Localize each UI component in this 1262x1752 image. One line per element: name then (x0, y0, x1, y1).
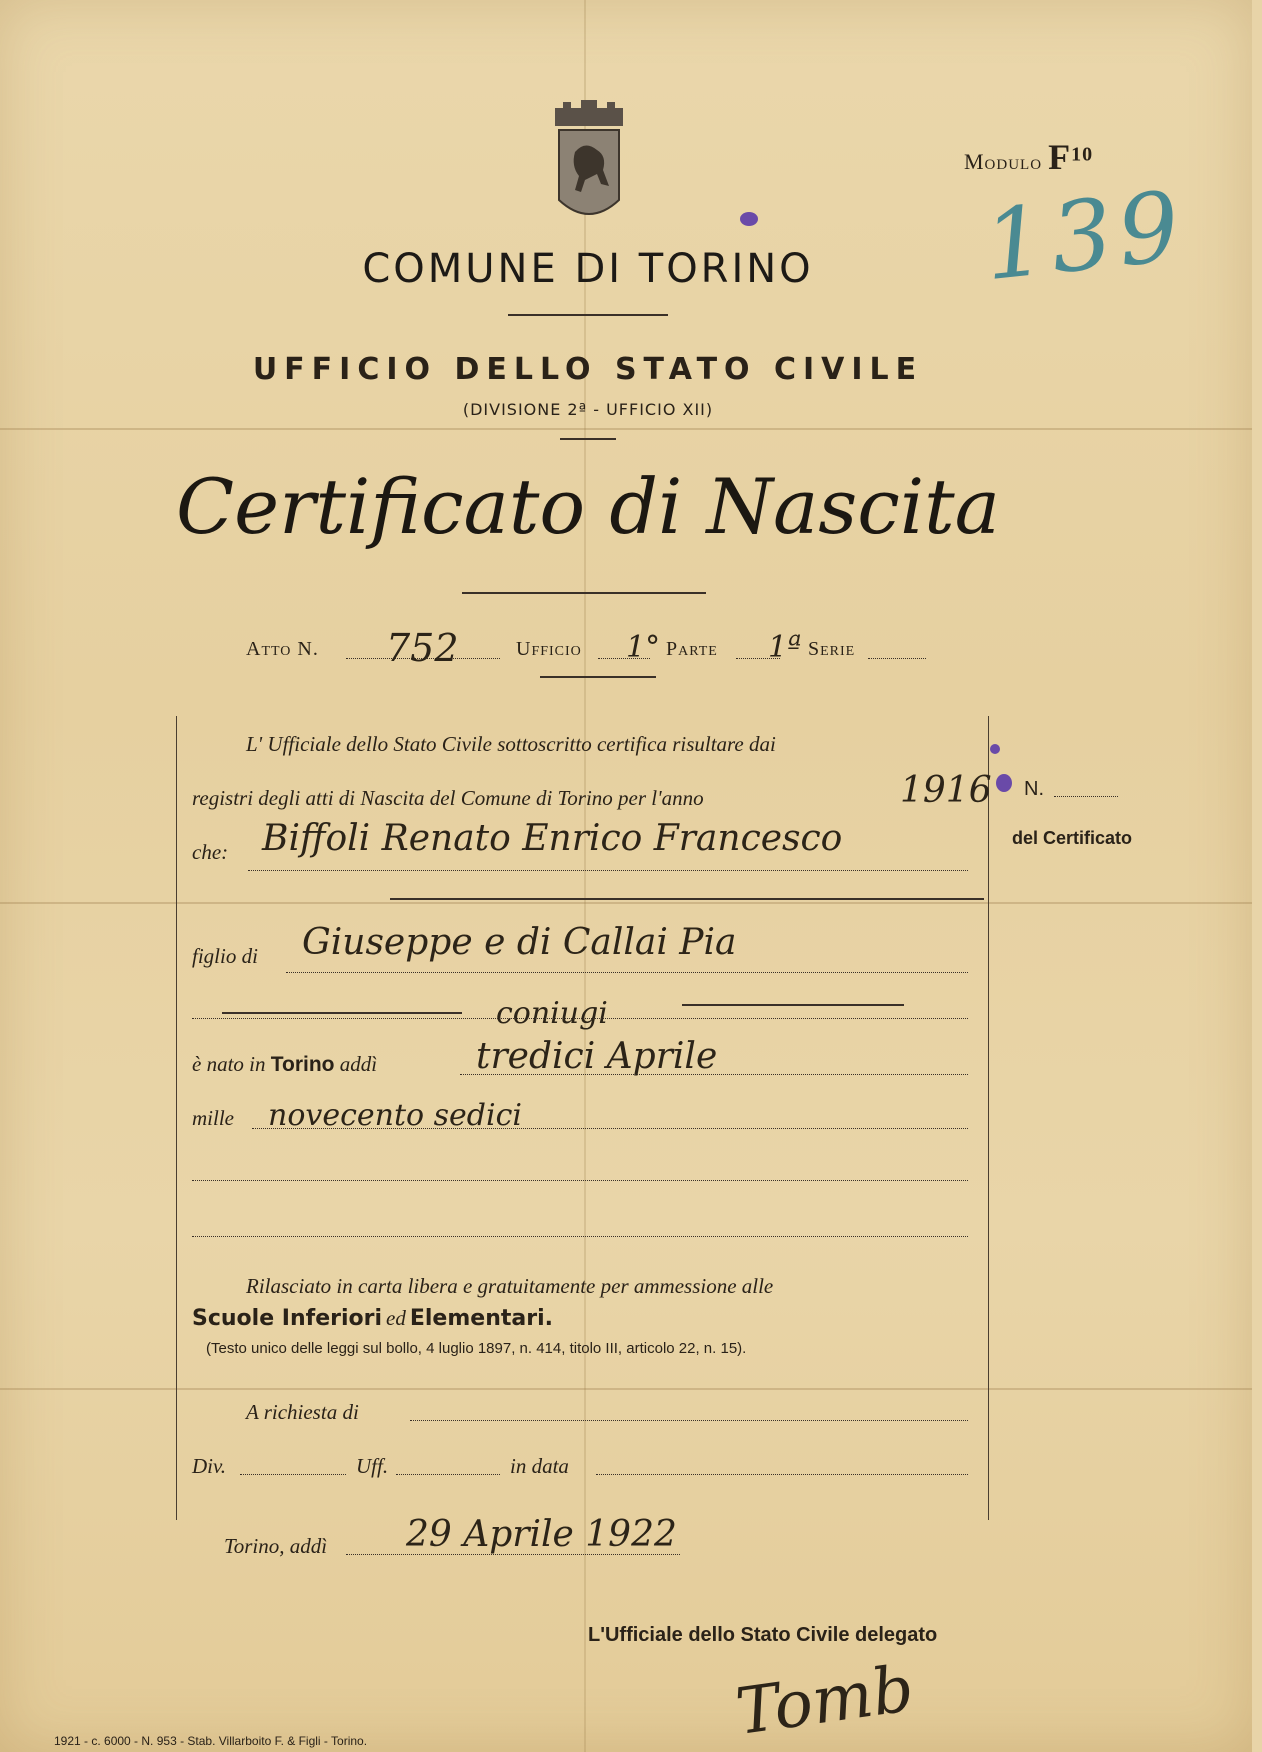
ufficiale-signature: Tomb (731, 1651, 919, 1751)
handwritten-archive-number: 139 (978, 169, 1191, 303)
figlio-label: figlio di (192, 944, 258, 968)
fold-line (0, 1388, 1252, 1390)
ink-stain (740, 212, 758, 226)
ornament-rule (508, 314, 668, 316)
addi-label: addì (339, 1052, 378, 1076)
ornament-rule (462, 592, 706, 594)
div-label: Div. (192, 1454, 227, 1478)
certificate-label: del Certificato (1012, 828, 1133, 848)
che-label: che: (192, 840, 229, 864)
comune-heading: COMUNE DI TORINO (362, 246, 814, 292)
mille-label: mille (192, 1106, 234, 1130)
in-data-label: in data (510, 1454, 569, 1478)
atto-label: Atto N. (246, 638, 319, 660)
divisione-subheading: (DIVISIONE 2ª - UFFICIO XII) (462, 400, 714, 419)
ufficiale-label: L'Ufficiale dello Stato Civile delegato (588, 1624, 938, 1646)
child-name: Biffoli Renato Enrico Francesco (262, 818, 843, 859)
certificate-n-label: N. (1024, 778, 1044, 800)
certificate-n-dots (1054, 796, 1118, 797)
ink-stain (996, 774, 1012, 792)
richiesta-label: A richiesta di (246, 1400, 359, 1424)
nato-line (192, 1052, 377, 1077)
document-title: Certificato di Nascita (176, 462, 1000, 551)
fold-line (0, 902, 1252, 904)
handwritten-dash (682, 1004, 904, 1006)
testo-unico: (Testo unico delle leggi sul bollo, 4 luglio 1897, n. 414, titolo III, articolo 22, n. 15). (206, 1340, 747, 1357)
body-line-1: L' Ufficiale dello Stato Civile sottoscritto certifica risultare dai (246, 732, 776, 756)
atto-line (246, 626, 926, 670)
coniugi-text: coniugi (496, 996, 608, 1031)
scuole-inferiori: Scuole Inferiori (192, 1306, 383, 1331)
uff-dots (396, 1474, 500, 1475)
scuole-line (192, 1306, 553, 1331)
birth-year-words: novecento sedici (268, 1098, 522, 1133)
handwritten-dash (390, 898, 984, 900)
empty-dots (192, 1180, 968, 1181)
birth-year: 1916 (900, 770, 992, 811)
ufficio-heading: UFFICIO DELLO STATO CIVILE (252, 352, 924, 387)
frame-line-left (176, 716, 177, 1520)
body-line-2: registri degli atti di Nascita del Comune di Torino per l'anno (192, 786, 704, 810)
ornament-rule (540, 676, 656, 678)
data-rilascio: 29 Aprile 1922 (406, 1514, 677, 1555)
scuole-elementari: Elementari. (409, 1306, 553, 1331)
mille-dots (252, 1128, 968, 1129)
scuole-ed: ed (386, 1306, 406, 1330)
ufficio-label: Ufficio (516, 638, 582, 660)
ink-stain (990, 744, 1000, 754)
atto-value: 752 (386, 626, 459, 670)
parents-names: Giuseppe e di Callai Pia (302, 922, 737, 963)
date-dots (460, 1074, 968, 1075)
handwritten-dash (222, 1012, 462, 1014)
parents-dots (286, 972, 968, 973)
in-data-dots (596, 1474, 968, 1475)
ornament-rule (560, 438, 616, 440)
nato-luogo: Torino (270, 1053, 335, 1076)
nato-label: è nato in (192, 1052, 266, 1076)
name-dots (248, 870, 968, 871)
serie-label: Serie (808, 638, 856, 660)
serie-dots (868, 658, 926, 659)
fold-line (0, 428, 1252, 430)
richiesta-dots (410, 1420, 968, 1421)
birth-day-month: tredici Aprile (476, 1036, 718, 1077)
printer-imprint: 1921 - c. 6000 - N. 953 - Stab. Villarboito F. & Figli - Torino. (54, 1734, 368, 1748)
div-dots (240, 1474, 346, 1475)
frame-line-right (988, 716, 989, 1520)
torino-crest-icon (551, 100, 627, 228)
parte-label: Parte (666, 638, 718, 660)
rilascio-line: Rilasciato in carta libera e gratuitamente per ammessione alle (246, 1274, 774, 1298)
ufficio-value: 1° (626, 630, 661, 665)
coniugi-dots (192, 1018, 968, 1019)
luogo-label: Torino, addì (224, 1534, 328, 1558)
uff-label: Uff. (356, 1454, 389, 1478)
empty-dots (192, 1236, 968, 1237)
modulo-code: Modulo $F^{10}$ (964, 137, 1094, 177)
parte-value: 1ª (768, 630, 802, 665)
